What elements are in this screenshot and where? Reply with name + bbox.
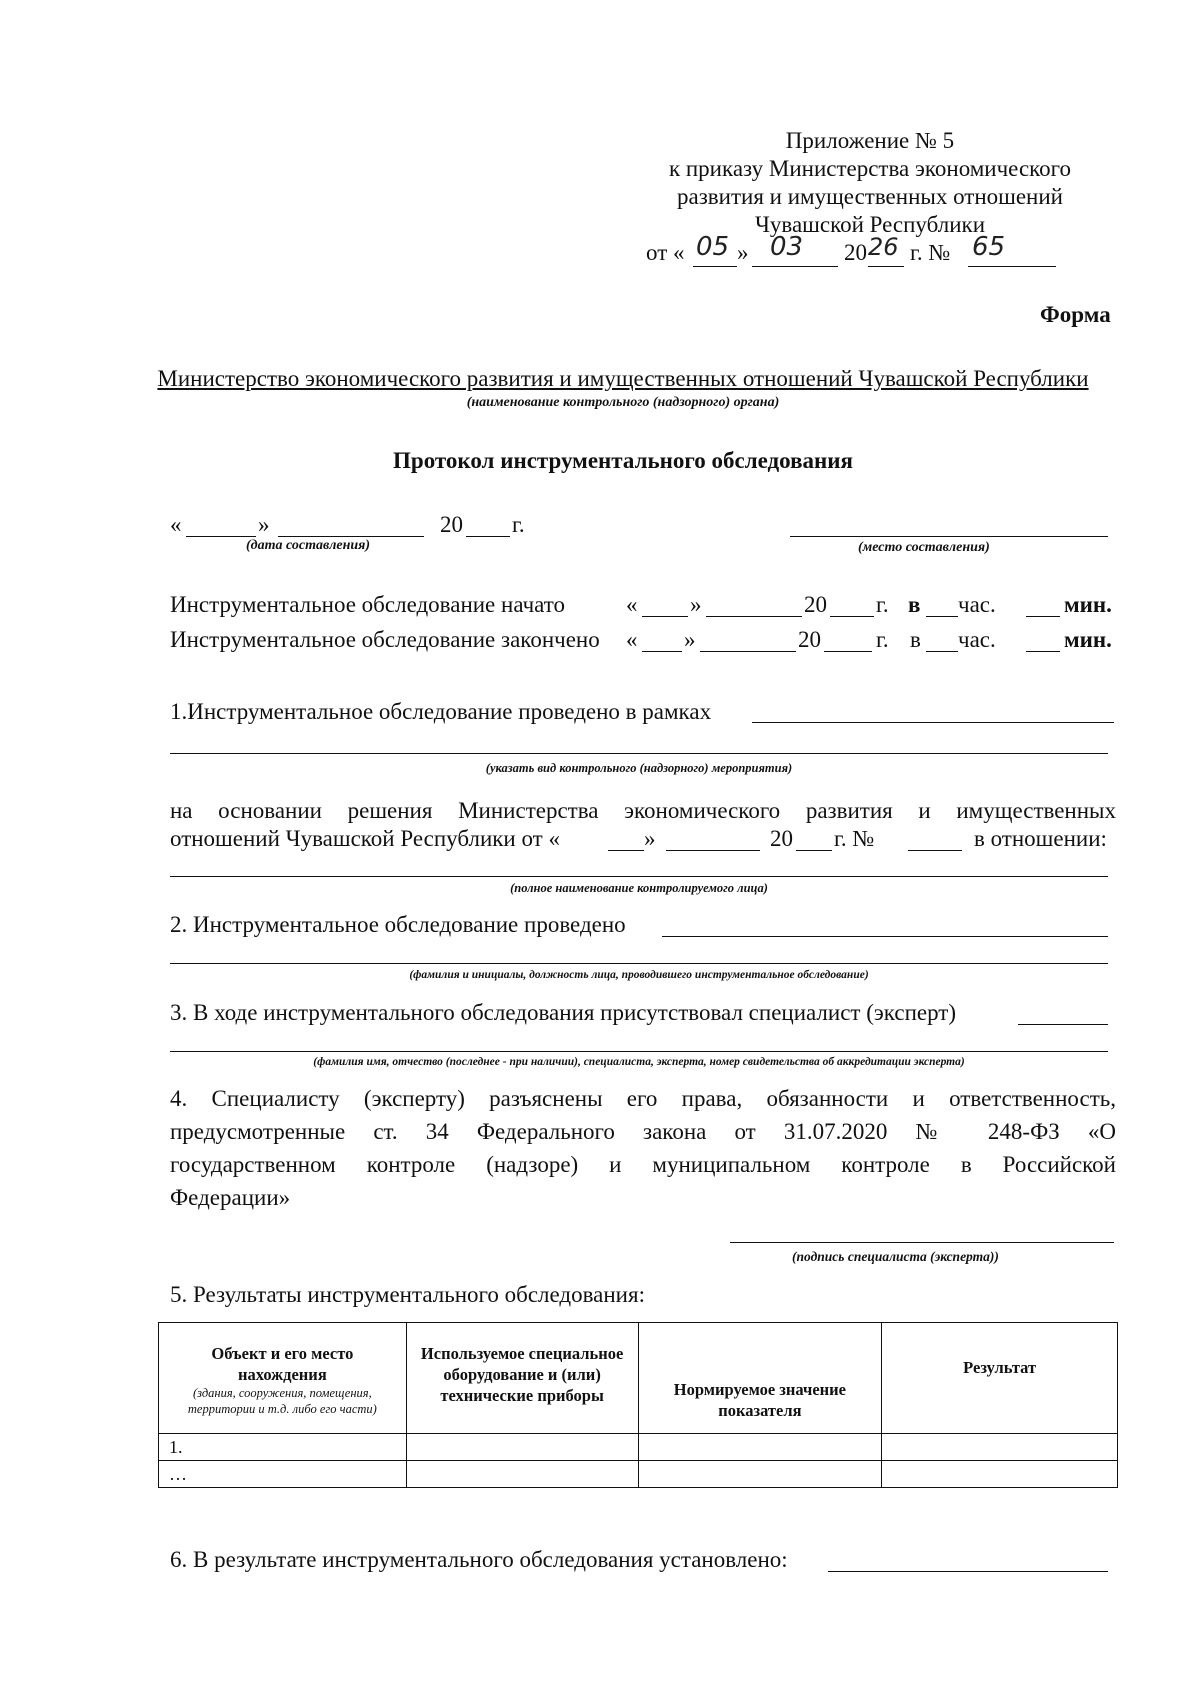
appendix-ministry-line: развития и имущественных отношений bbox=[677, 184, 1063, 209]
section4-line4: Федерации» bbox=[170, 1185, 291, 1210]
order-number: 65 bbox=[972, 232, 1006, 262]
appendix-order-line: к приказу Министерства экономического bbox=[668, 156, 1072, 181]
finished-year-prefix: 20 bbox=[798, 627, 821, 652]
section1-basis-part2: » bbox=[644, 826, 656, 851]
appendix-title: Приложение № 5 bbox=[785, 128, 955, 153]
started-month-field[interactable] bbox=[706, 616, 802, 617]
row1-norm-cell[interactable] bbox=[638, 1434, 882, 1461]
finished-hour-field[interactable] bbox=[926, 651, 958, 652]
section4-line3: государственном контроле (надзоре) и муниципальном контроле в Российской bbox=[170, 1152, 1116, 1177]
finished-close-quote: » bbox=[684, 627, 696, 652]
row1-number: 1. bbox=[159, 1434, 407, 1461]
order-month: 03 bbox=[770, 232, 804, 262]
started-day-field[interactable] bbox=[642, 616, 688, 617]
section1-basis-caption: (полное наименование контролируемого лица) bbox=[510, 881, 768, 895]
started-minute-field[interactable] bbox=[1026, 616, 1060, 617]
date-month-field[interactable] bbox=[278, 536, 424, 537]
order-month-line bbox=[752, 266, 838, 267]
order-day: 05 bbox=[696, 232, 730, 262]
controlled-person-field[interactable] bbox=[170, 876, 1108, 877]
table-row bbox=[159, 1461, 1118, 1488]
row2-norm-cell[interactable] bbox=[638, 1461, 882, 1488]
specialist-signature-field[interactable] bbox=[730, 1242, 1114, 1243]
finished-minute-field[interactable] bbox=[1026, 651, 1060, 652]
finished-g: г. bbox=[876, 627, 889, 652]
order-number-prefix: г. № bbox=[910, 240, 951, 265]
date-day-field[interactable] bbox=[186, 536, 256, 537]
results-table bbox=[158, 1322, 1118, 1488]
section3-caption: (фамилия имя, отчество (последнее - при наличии), специалиста, эксперта, номер свидетельства об аккредитации эксперта) bbox=[313, 1056, 965, 1068]
order-year-line bbox=[868, 266, 904, 267]
section2-caption: (фамилия и инициалы, должность лица, проводившего инструментальное обследование) bbox=[409, 969, 869, 981]
started-hour-field[interactable] bbox=[926, 616, 958, 617]
finished-year-field[interactable] bbox=[824, 651, 872, 652]
section1-basis-part4: г. № bbox=[834, 826, 875, 851]
section4-line2: предусмотренные ст. 34 Федерального закона от 31.07.2020 № 248-ФЗ «О bbox=[170, 1119, 1116, 1144]
table-row bbox=[159, 1434, 1118, 1461]
section2-field-continued[interactable] bbox=[170, 963, 1108, 964]
section6-text: 6. В результате инструментального обследования установлено: bbox=[170, 1547, 788, 1572]
section3-text: 3. В ходе инструментального обследования присутствовал специалист (эксперт) bbox=[170, 1000, 956, 1025]
started-close-quote: » bbox=[690, 592, 702, 617]
order-number-line bbox=[968, 266, 1056, 267]
col-object-header bbox=[159, 1323, 407, 1434]
started-year-field[interactable] bbox=[830, 616, 874, 617]
date-year-prefix: 20 bbox=[440, 512, 463, 537]
finished-month-field[interactable] bbox=[700, 651, 796, 652]
date-close-quote: » bbox=[258, 512, 270, 537]
section1-basis-part5: в отношении: bbox=[974, 826, 1107, 851]
finished-open-quote: « bbox=[626, 627, 638, 652]
section1-basis-line1: на основании решения Министерства экономического развития и имущественных bbox=[170, 798, 1116, 823]
section1-field-continued[interactable] bbox=[170, 753, 1108, 754]
order-day-line bbox=[693, 266, 737, 267]
row1-result-cell[interactable] bbox=[882, 1434, 1118, 1461]
decision-year-field[interactable] bbox=[796, 850, 832, 851]
signature-caption: (подпись специалиста (эксперта)) bbox=[792, 1249, 999, 1264]
date-year-field[interactable] bbox=[466, 536, 510, 537]
finished-minutes: мин. bbox=[1064, 627, 1112, 652]
finished-hours: час. bbox=[958, 627, 996, 652]
place-field[interactable] bbox=[790, 536, 1108, 537]
organ-name: Министерство экономического развития и имущественных отношений Чувашской Республики bbox=[157, 366, 1089, 391]
section1-caption: (указать вид контрольного (надзорного) мероприятия) bbox=[485, 761, 793, 775]
row1-equipment-cell[interactable] bbox=[406, 1434, 638, 1461]
started-hours: час. bbox=[958, 592, 996, 617]
section6-field[interactable] bbox=[828, 1571, 1108, 1572]
started-year-prefix: 20 bbox=[804, 592, 827, 617]
place-caption: (место составления) bbox=[858, 540, 990, 555]
finished-day-field[interactable] bbox=[642, 651, 682, 652]
section2-field[interactable] bbox=[662, 936, 1108, 937]
order-year: 26 bbox=[868, 233, 899, 261]
section5-text: 5. Результаты инструментального обследования: bbox=[170, 1282, 645, 1307]
row2-equipment-cell[interactable] bbox=[406, 1461, 638, 1488]
started-open-quote: « bbox=[626, 592, 638, 617]
col-object-title: Объект и его место нахождения bbox=[211, 1344, 354, 1384]
col-object-subtitle: (здания, сооружения, помещения, территории и т.д. либо его части) bbox=[187, 1386, 377, 1416]
date-open-quote: « bbox=[170, 512, 182, 537]
section4-line1: 4. Специалисту (эксперту) разъяснены его права, обязанности и ответственность, bbox=[170, 1086, 1116, 1111]
section1-text: 1.Инструментальное обследование проведено в рамках bbox=[170, 699, 712, 724]
started-v: в bbox=[908, 592, 921, 617]
row2-result-cell[interactable] bbox=[882, 1461, 1118, 1488]
col-equipment-header: Используемое специальное оборудование и (или) технические приборы bbox=[406, 1323, 638, 1434]
section2-text: 2. Инструментальное обследование проведено bbox=[170, 912, 626, 937]
finished-v: в bbox=[910, 627, 921, 652]
date-caption: (дата составления) bbox=[246, 538, 371, 553]
started-label: Инструментальное обследование начато bbox=[170, 592, 566, 617]
row2-ellipsis: … bbox=[159, 1461, 407, 1488]
section3-field-continued[interactable] bbox=[170, 1051, 1108, 1052]
col-norm-header: Нормируемое значение показателя bbox=[638, 1323, 882, 1434]
decision-month-field[interactable] bbox=[666, 850, 760, 851]
decision-number-field[interactable] bbox=[908, 850, 962, 851]
organ-caption: (наименование контрольного (надзорного) органа) bbox=[466, 395, 780, 410]
section1-field[interactable] bbox=[752, 722, 1114, 723]
section1-basis-part3: 20 bbox=[770, 826, 793, 851]
document-title: Протокол инструментального обследования bbox=[393, 448, 853, 473]
results-table-header bbox=[159, 1323, 1118, 1434]
finished-label: Инструментальное обследование закончено bbox=[170, 627, 600, 652]
order-day-close: » bbox=[737, 240, 749, 265]
form-label: Форма bbox=[1040, 302, 1111, 327]
order-date-prefix: от « bbox=[646, 240, 685, 265]
appendix-republic-line: Чувашской Республики bbox=[754, 212, 986, 237]
date-g: г. bbox=[512, 512, 525, 537]
started-minutes: мин. bbox=[1064, 592, 1112, 617]
order-year-prefix: 20 bbox=[844, 240, 867, 265]
col-result-header: Результат bbox=[882, 1323, 1118, 1434]
section1-basis-part1: отношений Чувашской Республики от « bbox=[170, 826, 560, 851]
section3-field[interactable] bbox=[1018, 1024, 1108, 1025]
started-g: г. bbox=[876, 592, 889, 617]
decision-day-field[interactable] bbox=[608, 850, 644, 851]
